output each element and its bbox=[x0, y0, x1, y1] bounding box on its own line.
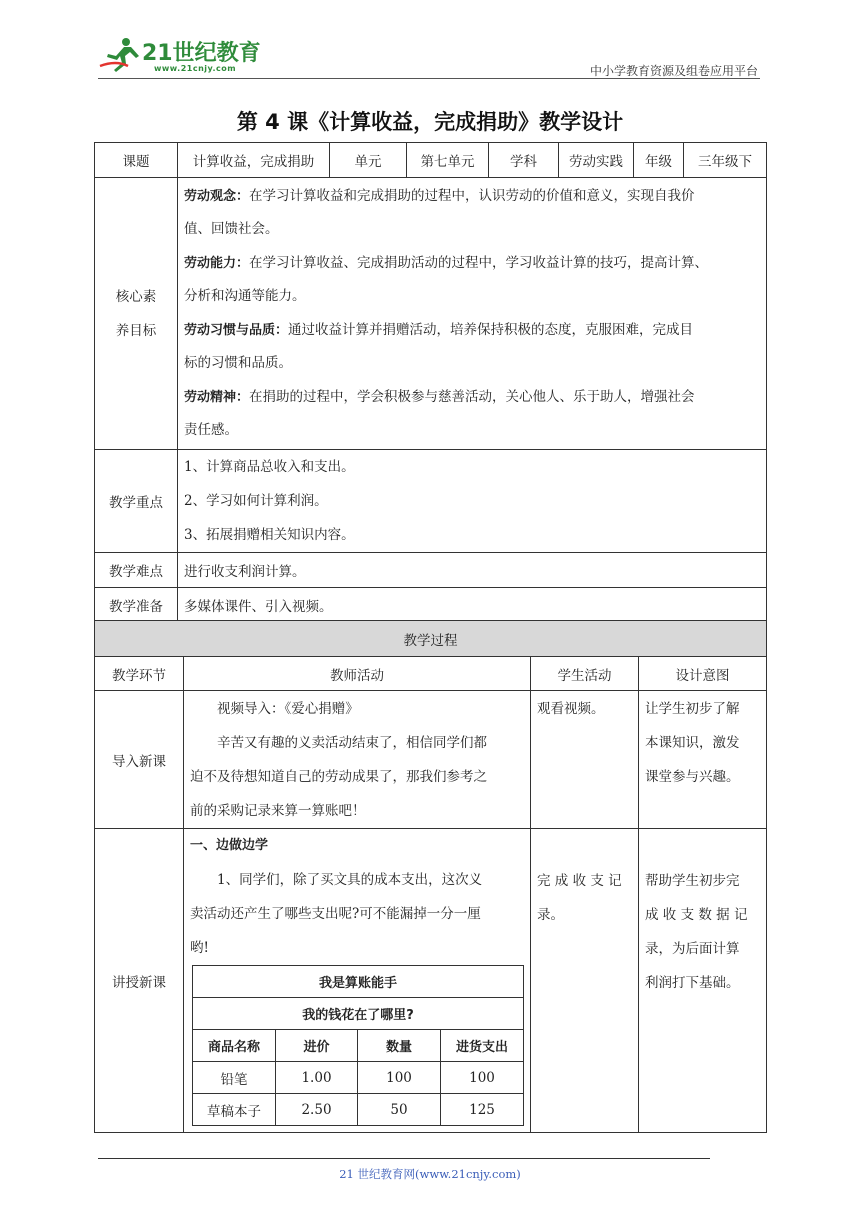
difficulty-text: 进行收支利润计算。 bbox=[178, 553, 767, 588]
goals-label-line1: 核心素 bbox=[115, 288, 157, 305]
page-title: 第 4 课《计算收益，完成捐助》教学设计 bbox=[236, 110, 624, 134]
expense-cell: 1.00 bbox=[276, 1062, 358, 1094]
teacher-line: 1、同学们，除了买文具的成本支出，这次义 bbox=[217, 872, 483, 888]
col-intent: 设计意图 bbox=[639, 657, 767, 691]
intent-new bbox=[639, 829, 767, 1133]
difficulty-label: 教学难点 bbox=[95, 553, 178, 588]
expense-header: 商品名称 bbox=[193, 1030, 276, 1062]
header-divider bbox=[98, 78, 760, 79]
intent-intro bbox=[639, 691, 767, 829]
goal-text: 在捐助的过程中，学会积极参与慈善活动，关心他人、乐于助人，增强社会 bbox=[249, 388, 695, 405]
table-row bbox=[193, 1062, 524, 1094]
teacher-activity-new bbox=[184, 829, 531, 1133]
intent-line: 帮助学生初步完 bbox=[645, 873, 740, 889]
expense-table-subtitle: 我的钱花在了哪里? bbox=[193, 998, 524, 1030]
subject-value: 劳动实践 bbox=[559, 143, 634, 178]
footer-link[interactable]: 21 世纪教育网(www.21cnjy.com) bbox=[339, 1167, 521, 1181]
teacher-line: 卖活动还产生了哪些支出呢?可不能漏掉一分一厘 bbox=[190, 906, 481, 922]
col-teacher: 教师活动 bbox=[184, 657, 531, 691]
expense-cell: 125 bbox=[441, 1094, 524, 1126]
table-row bbox=[193, 1094, 524, 1126]
expense-header: 进价 bbox=[276, 1030, 358, 1062]
stage-new-lesson: 讲授新课 bbox=[95, 829, 184, 1133]
site-logo[interactable] bbox=[98, 32, 268, 80]
teaching-process-table bbox=[94, 620, 767, 1133]
goal-text-cont: 值、回馈社会。 bbox=[184, 221, 279, 237]
grade-label: 年级 bbox=[634, 143, 684, 178]
teacher-line: 哟! bbox=[190, 940, 209, 956]
student-activity-intro bbox=[531, 691, 639, 829]
footer-divider bbox=[98, 1158, 710, 1159]
expense-cell: 铅笔 bbox=[193, 1062, 276, 1094]
intent-line: 成 收 支 数 据 记 bbox=[645, 907, 748, 923]
section-heading: 一、边做边学 bbox=[190, 838, 269, 853]
subject-label: 学科 bbox=[489, 143, 559, 178]
topic-label: 课题 bbox=[95, 143, 178, 178]
key-points-label: 教学重点 bbox=[95, 450, 178, 553]
student-line: 录。 bbox=[537, 907, 564, 923]
teacher-activity-intro bbox=[184, 691, 531, 829]
logo-url: www.21cnjy.com bbox=[154, 64, 237, 73]
expense-table-title: 我是算账能手 bbox=[193, 966, 524, 998]
unit-value: 第七单元 bbox=[407, 143, 489, 178]
key-point-item: 1、计算商品总收入和支出。 bbox=[184, 459, 355, 475]
unit-label: 单元 bbox=[330, 143, 407, 178]
lesson-info-table bbox=[94, 142, 767, 622]
col-stage: 教学环节 bbox=[95, 657, 184, 691]
key-point-item: 2、学习如何计算利润。 bbox=[184, 493, 328, 509]
runner-logo-icon bbox=[98, 36, 144, 74]
expense-cell: 50 bbox=[358, 1094, 441, 1126]
student-line: 观看视频。 bbox=[537, 701, 605, 717]
preparation-label: 教学准备 bbox=[95, 588, 178, 622]
expense-cell: 草稿本子 bbox=[193, 1094, 276, 1126]
stage-intro: 导入新课 bbox=[95, 691, 184, 829]
grade-value: 三年级下 bbox=[684, 143, 767, 178]
goal-text: 在学习计算收益和完成捐助的过程中，认识劳动的价值和意义，实现自我价 bbox=[249, 187, 695, 204]
expense-table bbox=[192, 965, 524, 1126]
process-title: 教学过程 bbox=[95, 621, 767, 657]
goal-head: 劳动观念： bbox=[184, 188, 250, 204]
intent-line: 课堂参与兴趣。 bbox=[645, 769, 740, 785]
logo-text: 21世纪教育 bbox=[142, 41, 261, 66]
expense-header: 数量 bbox=[358, 1030, 441, 1062]
goal-text-cont: 标的习惯和品质。 bbox=[184, 355, 292, 371]
expense-cell: 2.50 bbox=[276, 1094, 358, 1126]
goal-head: 劳动习惯与品质： bbox=[184, 322, 289, 338]
goal-text: 通过收益计算并捐赠活动，培养保持积极的态度，克服困难，完成目 bbox=[288, 321, 694, 338]
goal-head: 劳动能力： bbox=[184, 255, 250, 271]
student-activity-new bbox=[531, 829, 639, 1133]
teacher-line: 前的采购记录来算一算账吧！ bbox=[190, 803, 366, 819]
preparation-text: 多媒体课件、引入视频。 bbox=[178, 588, 767, 622]
teacher-line: 视频导入：《爱心捐赠》 bbox=[217, 701, 359, 717]
student-line: 完 成 收 支 记 bbox=[537, 873, 622, 889]
intent-line: 让学生初步了解 bbox=[645, 701, 740, 717]
key-points-content bbox=[178, 450, 767, 553]
topic-value: 计算收益，完成捐助 bbox=[178, 143, 330, 178]
goal-text: 在学习计算收益、完成捐助活动的过程中，学习收益计算的技巧，提高计算、 bbox=[249, 254, 709, 271]
goals-content bbox=[178, 178, 767, 450]
expense-cell: 100 bbox=[358, 1062, 441, 1094]
goals-label bbox=[95, 178, 178, 450]
expense-cell: 100 bbox=[441, 1062, 524, 1094]
goal-head: 劳动精神： bbox=[184, 389, 250, 405]
intent-line: 录，为后面计算 bbox=[645, 941, 740, 957]
intent-line: 本课知识，激发 bbox=[645, 735, 740, 751]
teacher-line: 迫不及待想知道自己的劳动成果了，那我们参考之 bbox=[190, 769, 487, 785]
expense-header: 进货支出 bbox=[441, 1030, 524, 1062]
teacher-line: 辛苦又有趣的义卖活动结束了，相信同学们都 bbox=[217, 735, 487, 751]
intent-line: 利润打下基础。 bbox=[645, 975, 740, 991]
col-student: 学生活动 bbox=[531, 657, 639, 691]
page-header bbox=[0, 0, 860, 90]
platform-name: 中小学教育资源及组卷应用平台 bbox=[589, 64, 758, 78]
goals-label-line2: 养目标 bbox=[115, 322, 157, 339]
key-point-item: 3、拓展捐赠相关知识内容。 bbox=[184, 527, 355, 543]
goal-text-cont: 分析和沟通等能力。 bbox=[184, 288, 306, 304]
goal-text-cont: 责任感。 bbox=[184, 422, 238, 438]
